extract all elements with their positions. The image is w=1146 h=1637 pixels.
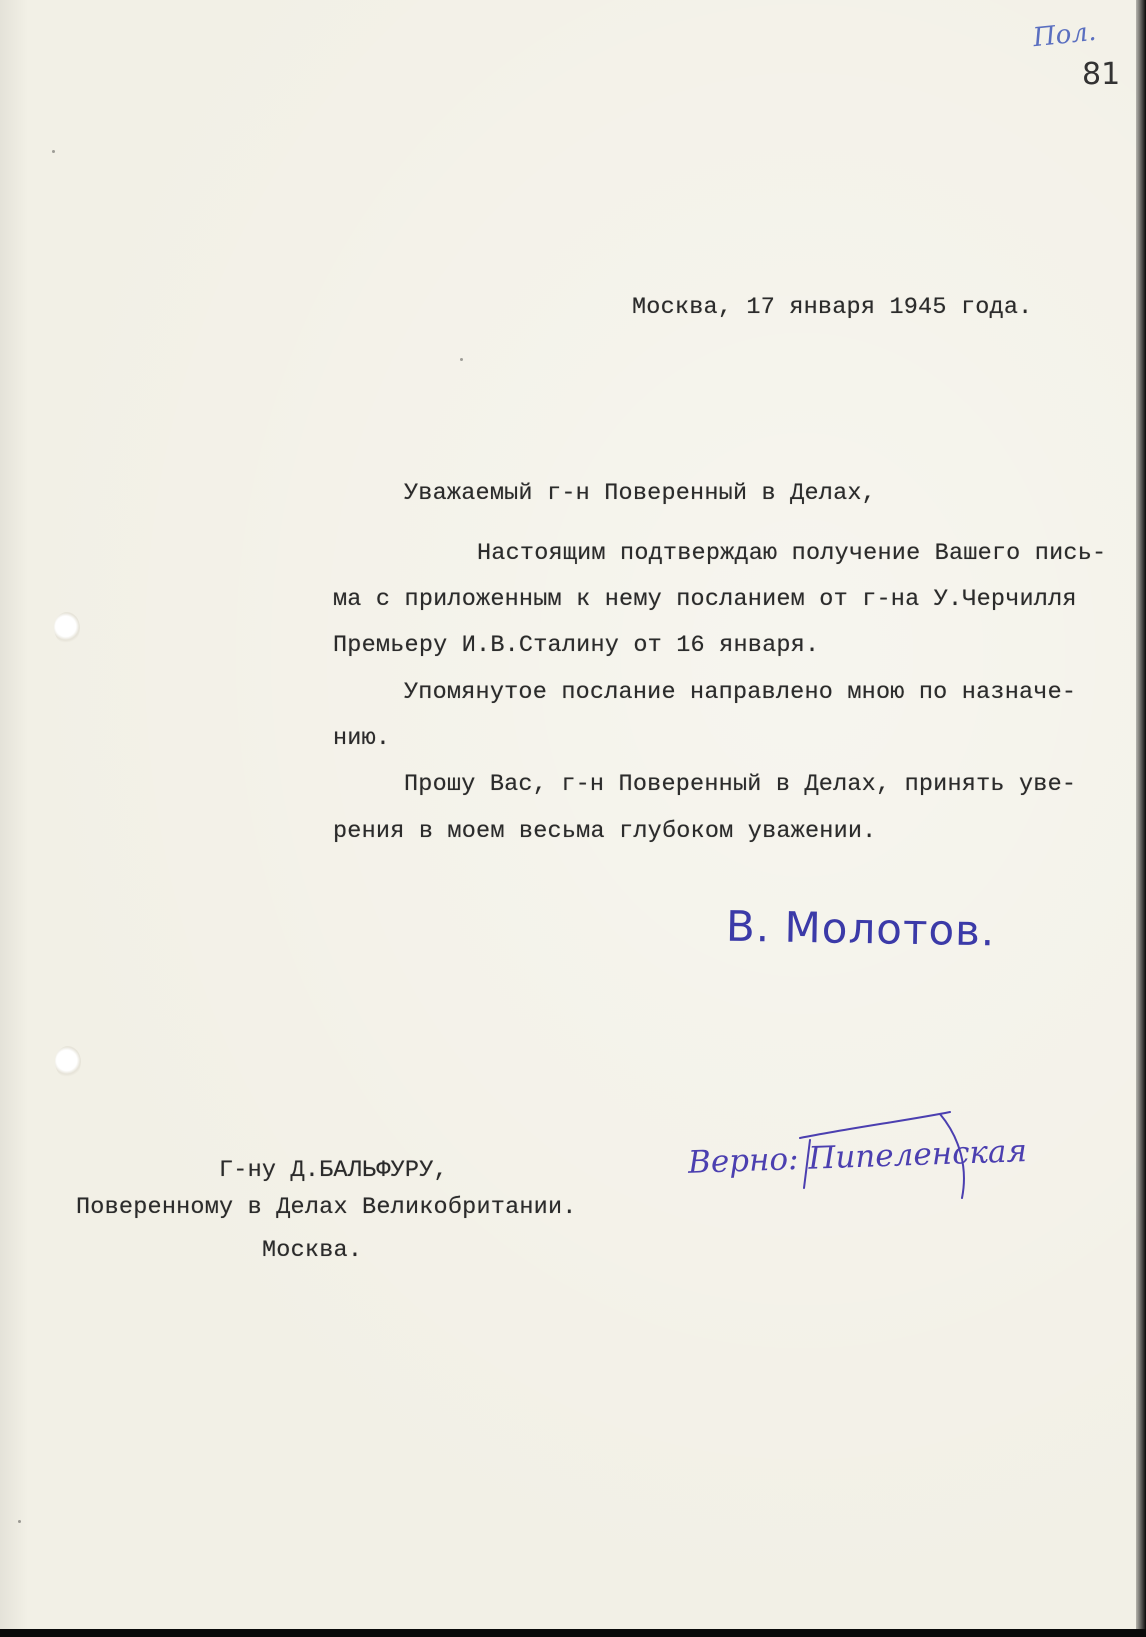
body-line: нию. [333,725,391,752]
certification: Верно: Пипеленская [687,1133,1028,1181]
sheet-number: 81 [1082,57,1121,92]
punch-hole [55,1046,81,1078]
body-line: Премьеру И.В.Сталину от 16 января. [333,632,820,659]
paper-speck [460,358,463,361]
punch-hole [54,612,80,644]
body-line: Настоящим подтверждаю получение Вашего пись- [477,540,1107,567]
scan-edge-bottom [0,1629,1146,1637]
salutation: Уважаемый г-н Поверенный в Делах, [404,480,876,507]
scan-edge-right [1136,0,1146,1637]
signature: В. Молотов. [725,901,996,956]
body-line: ма с приложенным к нему посланием от г-на У.Черчилля [333,586,1077,613]
paper-speck [18,1520,21,1523]
body-line: рения в моем весьма глубоком уважении. [333,818,877,845]
body-line: Прошу Вас, г-н Поверенный в Делах, принять уве- [404,771,1077,798]
addressee-line: Г-ну Д.БАЛЬФУРУ, [219,1157,448,1184]
place-date: Москва, 17 января 1945 года. [632,294,1033,321]
paper-speck [52,150,55,153]
body-line: Упомянутое послание направлено мною по назначе- [404,679,1077,706]
addressee-line: Поверенному в Делах Великобритании. [76,1194,577,1221]
certification-flourish [790,1098,990,1208]
archive-mark: Пол. [1031,16,1098,54]
addressee-line: Москва. [262,1237,363,1264]
